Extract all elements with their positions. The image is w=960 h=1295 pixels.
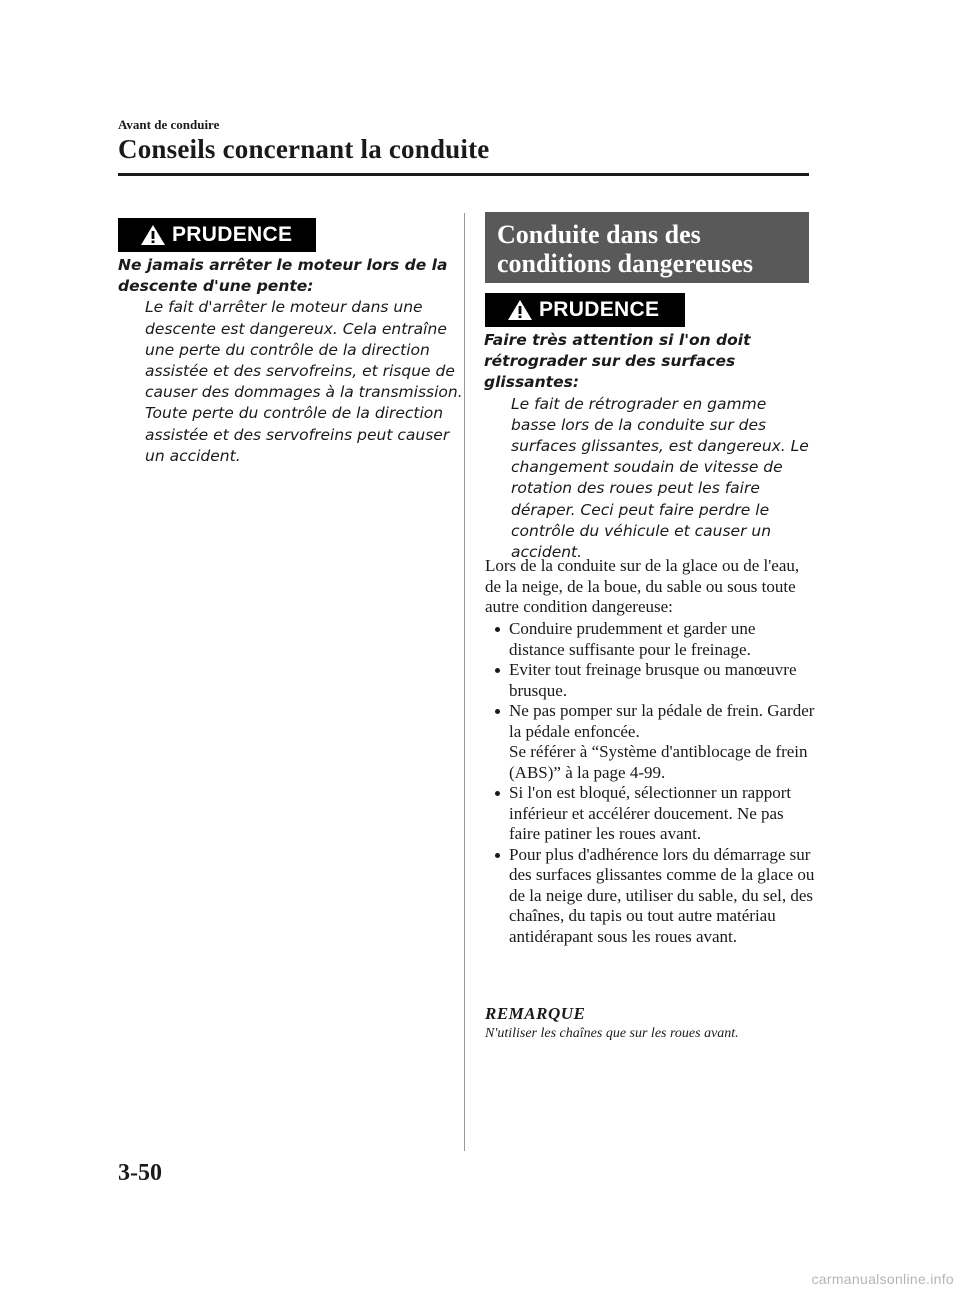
- list-item-text: Eviter tout freinage brusque ou manœuvre brusque.: [509, 660, 797, 700]
- list-item: [485, 619, 815, 660]
- warning-body-left: Le fait d'arrêter le moteur dans une descente est dangereux. Cela entraîne une perte du contrôle de la direction assistée et des servofreins, et risque de causer des dommages à la transmission. Toute perte du contrôle de la direction assistée et des servofreins peut causer un accident.: [145, 298, 463, 465]
- list-item: [485, 701, 815, 783]
- section-small-heading: Avant de conduire: [118, 117, 220, 132]
- bullet-dot-icon: [495, 668, 500, 673]
- caution-badge-right: [485, 293, 685, 327]
- column-divider: [464, 213, 465, 1151]
- warning-triangle-icon: [507, 299, 533, 321]
- caution-badge-label: PRUDENCE: [539, 298, 660, 321]
- list-item: [485, 783, 815, 845]
- bullet-dot-icon: [495, 791, 500, 796]
- caution-badge-label: PRUDENCE: [172, 223, 293, 246]
- warning-lead-left: Ne jamais arrêter le moteur lors de la descente d'une pente:: [118, 256, 448, 296]
- caution-badge-left: [118, 218, 316, 252]
- section-banner: Conduite dans des conditions dangereuses: [485, 212, 809, 283]
- warning-text-left: [118, 255, 463, 467]
- intro-paragraph: Lors de la conduite sur de la glace ou de l'eau, de la neige, de la boue, du sable ou sous toute autre condition dangereuse:: [485, 556, 800, 616]
- bullet-list: [485, 619, 815, 947]
- list-item: [485, 845, 815, 948]
- watermark: carmanualsonline.info: [811, 1271, 954, 1287]
- bullet-dot-icon: [495, 853, 500, 858]
- section-title: Conseils concernant la conduite: [118, 134, 490, 164]
- warning-body-right: Le fait de rétrograder en gamme basse lors de la conduite sur des surfaces glissantes, est dangereux. Le changement soudain de vitesse de rotation des roues peut les faire déraper. Ceci peut faire perdre le contrôle du véhicule et causer un accident.: [511, 394, 809, 562]
- note-title: REMARQUE: [485, 1004, 586, 1023]
- page-number: 3-50: [118, 1160, 162, 1186]
- list-item: [485, 660, 815, 701]
- warning-triangle-icon: [140, 224, 166, 246]
- list-item-text: Si l'on est bloqué, sélectionner un rapport inférieur et accélérer doucement. Ne pas faire patiner les roues avant.: [509, 783, 792, 843]
- bullet-dot-icon: [495, 709, 500, 714]
- list-item-text: Ne pas pomper sur la pédale de frein. Garder la pédale enfoncée. Se référer à “Système d'antiblocage de frein (ABS)” à la page 4-99.: [509, 701, 815, 782]
- warning-lead-right: Faire très attention si l'on doit rétrograder sur des surfaces glissantes:: [484, 331, 751, 392]
- header-rule: [118, 173, 809, 176]
- bullet-dot-icon: [495, 627, 500, 632]
- list-item-text: Conduire prudemment et garder une distance suffisante pour le freinage.: [509, 619, 756, 659]
- warning-text-right: [484, 330, 814, 563]
- note-text: N'utiliser les chaînes que sur les roues avant.: [485, 1026, 739, 1041]
- list-item-text: Pour plus d'adhérence lors du démarrage sur des surfaces glissantes comme de la glace ou de la neige dure, utiliser du sable, du sel, des chaînes, du tapis ou tout autre matériau antidérapant sous les roues avant.: [509, 844, 815, 946]
